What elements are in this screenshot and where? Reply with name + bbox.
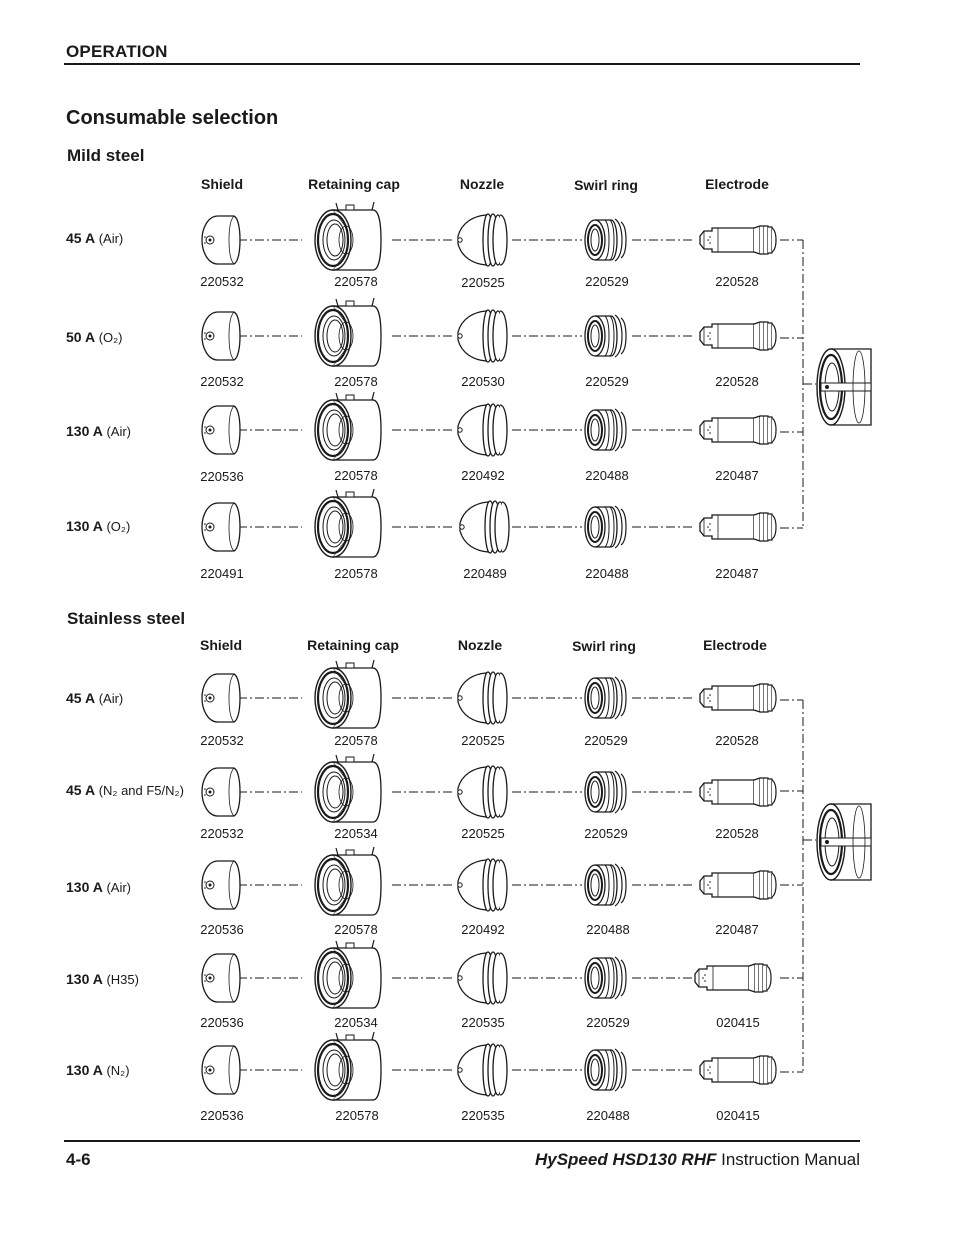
part-number-nozzle: 220530 xyxy=(461,374,505,389)
part-number-swirl-ring: 220488 xyxy=(585,468,629,483)
part-number-retaining-cap: 220534 xyxy=(334,1015,378,1030)
row-label: 50 A (O₂) xyxy=(66,329,123,345)
part-number-electrode: 220528 xyxy=(715,826,759,841)
part-number-shield: 220536 xyxy=(200,469,244,484)
part-number-swirl-ring: 220529 xyxy=(584,826,628,841)
part-number-shield: 220532 xyxy=(200,826,244,841)
part-number-retaining-cap: 220578 xyxy=(334,468,378,483)
part-number-retaining-cap: 220578 xyxy=(334,274,378,289)
part-number-electrode: 020415 xyxy=(716,1108,760,1123)
group-title-stainless-steel: Stainless steel xyxy=(67,609,186,628)
col-head-swirl-ring: Swirl ring xyxy=(572,638,636,654)
part-number-electrode: 020415 xyxy=(716,1015,760,1030)
section-header: OPERATION xyxy=(66,42,168,61)
part-number-shield: 220536 xyxy=(200,922,244,937)
footer-manual-title: HySpeed HSD130 RHF Instruction Manual xyxy=(534,1150,860,1169)
col-head-electrode: Electrode xyxy=(703,637,767,653)
col-head-shield: Shield xyxy=(199,637,242,653)
footer-rule xyxy=(64,1140,860,1142)
part-number-nozzle: 220535 xyxy=(461,1108,505,1123)
part-number-swirl-ring: 220529 xyxy=(586,1015,630,1030)
part-number-shield: 220536 xyxy=(200,1108,244,1123)
part-number-shield: 220532 xyxy=(200,374,244,389)
part-number-swirl-ring: 220488 xyxy=(585,566,629,581)
page-number: 4-6 xyxy=(66,1150,91,1169)
col-head-retaining-cap: Retaining cap xyxy=(308,176,400,192)
part-number-retaining-cap: 220578 xyxy=(334,922,378,937)
part-number-retaining-cap: 220578 xyxy=(334,566,378,581)
part-number-nozzle: 220525 xyxy=(461,733,505,748)
part-number-electrode: 220487 xyxy=(715,468,759,483)
col-head-nozzle: Nozzle xyxy=(457,637,503,653)
part-number-swirl-ring: 220488 xyxy=(586,1108,630,1123)
part-number-electrode: 220528 xyxy=(715,374,759,389)
row-label: 45 A (Air) xyxy=(66,230,124,246)
col-head-retaining-cap: Retaining cap xyxy=(307,637,399,653)
part-number-electrode: 220528 xyxy=(715,274,759,289)
part-number-shield: 220532 xyxy=(200,274,244,289)
part-number-shield: 220532 xyxy=(200,733,244,748)
part-number-shield: 220536 xyxy=(200,1015,244,1030)
part-number-nozzle: 220492 xyxy=(461,468,505,483)
part-number-shield: 220491 xyxy=(200,566,244,581)
row-label: 130 A (N₂) xyxy=(66,1062,130,1078)
col-head-electrode: Electrode xyxy=(705,176,769,192)
part-number-swirl-ring: 220529 xyxy=(585,374,629,389)
group-title-mild-steel: Mild steel xyxy=(67,146,145,165)
row-label: 130 A (Air) xyxy=(66,879,132,895)
part-number-nozzle: 220525 xyxy=(461,275,505,290)
part-number-retaining-cap: 220578 xyxy=(334,374,378,389)
part-number-nozzle: 220492 xyxy=(461,922,505,937)
part-number-nozzle: 220525 xyxy=(461,826,505,841)
part-number-nozzle: 220535 xyxy=(461,1015,505,1030)
part-number-retaining-cap: 220578 xyxy=(334,733,378,748)
row-label: 130 A (O₂) xyxy=(66,518,131,534)
part-number-electrode: 220487 xyxy=(715,922,759,937)
part-number-swirl-ring: 220529 xyxy=(585,274,629,289)
part-number-electrode: 220528 xyxy=(715,733,759,748)
row-label: 130 A (H35) xyxy=(66,971,139,987)
col-head-nozzle: Nozzle xyxy=(459,176,505,192)
part-number-retaining-cap: 220578 xyxy=(335,1108,379,1123)
part-number-electrode: 220487 xyxy=(715,566,759,581)
part-number-swirl-ring: 220529 xyxy=(584,733,628,748)
col-head-shield: Shield xyxy=(200,176,243,192)
row-label: 45 A (N₂ and F5/N₂) xyxy=(66,782,184,798)
col-head-swirl-ring: Swirl ring xyxy=(574,177,638,193)
row-label: 45 A (Air) xyxy=(66,690,124,706)
row-label: 130 A (Air) xyxy=(66,423,132,439)
part-number-swirl-ring: 220488 xyxy=(586,922,630,937)
part-number-nozzle: 220489 xyxy=(463,566,507,581)
page-title: Consumable selection xyxy=(66,107,279,129)
part-number-retaining-cap: 220534 xyxy=(334,826,378,841)
